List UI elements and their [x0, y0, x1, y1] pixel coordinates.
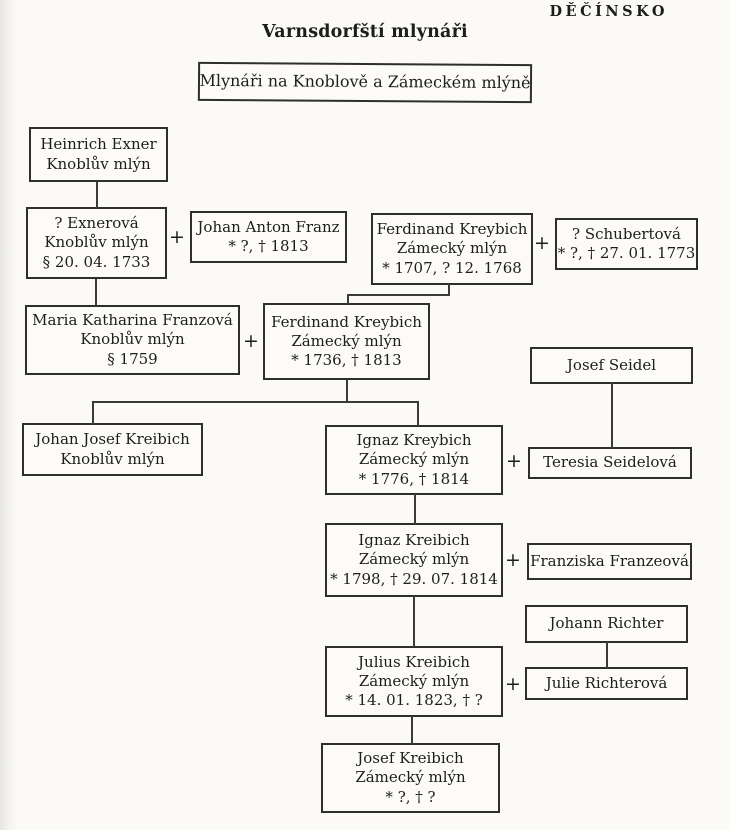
person-dates: * 1776, † 1814	[358, 469, 470, 488]
connector-heinrich-to-exnerova	[96, 182, 98, 208]
person-dates: * ?, † ?	[385, 787, 436, 806]
person-name: Julius Kreibich	[358, 652, 470, 671]
tree-headline-box	[198, 62, 532, 103]
person-box-ferdinand-kreybich-sr	[371, 213, 533, 285]
person-box-johann-richter	[525, 605, 688, 643]
marriage-plus-sign: +	[534, 232, 550, 254]
person-dates: § 1759	[107, 349, 158, 368]
person-dates: * 14. 01. 1823, † ?	[345, 691, 483, 710]
person-name: ? Schubertová	[572, 224, 681, 243]
connector-rail-to-ignaz-kreybich	[417, 401, 419, 426]
person-box-ferdinand-kreybich-jr	[263, 303, 430, 380]
person-dates: * 1736, † 1813	[291, 351, 402, 370]
person-mill: Knoblův mlýn	[44, 233, 149, 252]
person-box-ignaz-kreibich	[325, 523, 503, 597]
person-mill: Zámecký mlýn	[355, 768, 466, 787]
person-dates: * 1707, ? 12. 1768	[382, 258, 522, 277]
person-mill: Knoblův mlýn	[60, 449, 165, 468]
person-name: ? Exnerová	[54, 214, 139, 233]
person-name: Johan Anton Franz	[197, 217, 340, 236]
person-dates: * ?, † 1813	[228, 237, 309, 255]
person-dates: § 20. 04. 1733	[42, 252, 151, 271]
person-box-johan-josef-kreibich	[22, 423, 203, 476]
connector-ignaz-kreibich-to-julius	[413, 596, 415, 647]
person-name: Ferdinand Kreybich	[376, 220, 528, 239]
person-box-ignaz-kreybich	[325, 425, 503, 495]
person-name: Johan Josef Kreibich	[35, 430, 190, 449]
connector-ferdinand-jr-to-rail	[346, 379, 348, 403]
person-mill: Knoblův mlýn	[80, 330, 185, 349]
connector-seidel-to-teresia	[611, 382, 613, 448]
person-name: Franziska Franzeová	[530, 551, 689, 570]
person-mill: Knoblův mlýn	[46, 154, 151, 173]
person-name: Josef Seidel	[566, 355, 657, 374]
connector-exnerova-to-maria	[95, 279, 97, 306]
person-box-josef-kreibich	[321, 743, 500, 813]
person-mill: Zámecký mlýn	[396, 239, 508, 258]
person-mill: Zámecký mlýn	[358, 550, 470, 569]
person-name: Ignaz Kreybich	[356, 431, 472, 450]
person-box-schubertova	[555, 218, 698, 270]
person-name: Johann Richter	[549, 614, 664, 633]
connector-rail-to-johan-josef	[92, 401, 94, 424]
person-box-julius-kreibich	[325, 646, 503, 717]
person-name: Julie Richterová	[545, 673, 668, 692]
marriage-plus-sign: +	[243, 330, 259, 352]
person-name: Heinrich Exner	[40, 135, 157, 154]
person-name: Maria Katharina Franzová	[32, 311, 233, 330]
page-title: Varnsdorfští mlynáři	[262, 22, 468, 42]
person-box-josef-seidel	[530, 347, 693, 384]
connector-children-rail	[92, 401, 419, 403]
person-dates: * 1798, † 29. 07. 1814	[330, 569, 498, 588]
person-dates: * ?, † 27. 01. 1773	[557, 244, 696, 262]
person-mill: Zámecký mlýn	[358, 450, 470, 469]
connector-ferdinand-sr-jog	[347, 294, 450, 296]
person-mill: Zámecký mlýn	[358, 671, 470, 690]
connector-richter-to-julie	[606, 642, 608, 668]
person-name: Ignaz Kreibich	[358, 531, 470, 550]
person-box-maria-katharina-franzova	[25, 305, 240, 375]
connector-ignaz-kreybich-to-ignaz-kreibich	[414, 494, 416, 524]
person-name: Teresia Seidelová	[543, 453, 677, 472]
tree-headline-label: Mlynáři na Knoblově a Zámeckém mlýně	[199, 71, 531, 93]
marriage-plus-sign: +	[506, 450, 522, 472]
person-box-teresia-seidelova	[528, 447, 692, 479]
person-box-julie-richterova	[525, 667, 688, 700]
person-box-exnerova	[26, 207, 167, 279]
region-label: DĚČÍNSKO	[549, 3, 668, 20]
connector-julius-to-josef	[411, 716, 413, 744]
marriage-plus-sign: +	[505, 549, 521, 571]
connector-ferdinand-sr-to-jr	[347, 294, 349, 304]
person-name: Josef Kreibich	[357, 749, 464, 768]
person-name: Ferdinand Kreybich	[271, 312, 422, 331]
person-box-johan-anton-franz	[190, 211, 347, 263]
marriage-plus-sign: +	[505, 673, 521, 695]
person-box-heinrich-exner	[29, 127, 168, 182]
marriage-plus-sign: +	[169, 226, 185, 248]
person-mill: Zámecký mlýn	[291, 331, 402, 350]
person-box-franziska-franzeova	[527, 543, 692, 580]
